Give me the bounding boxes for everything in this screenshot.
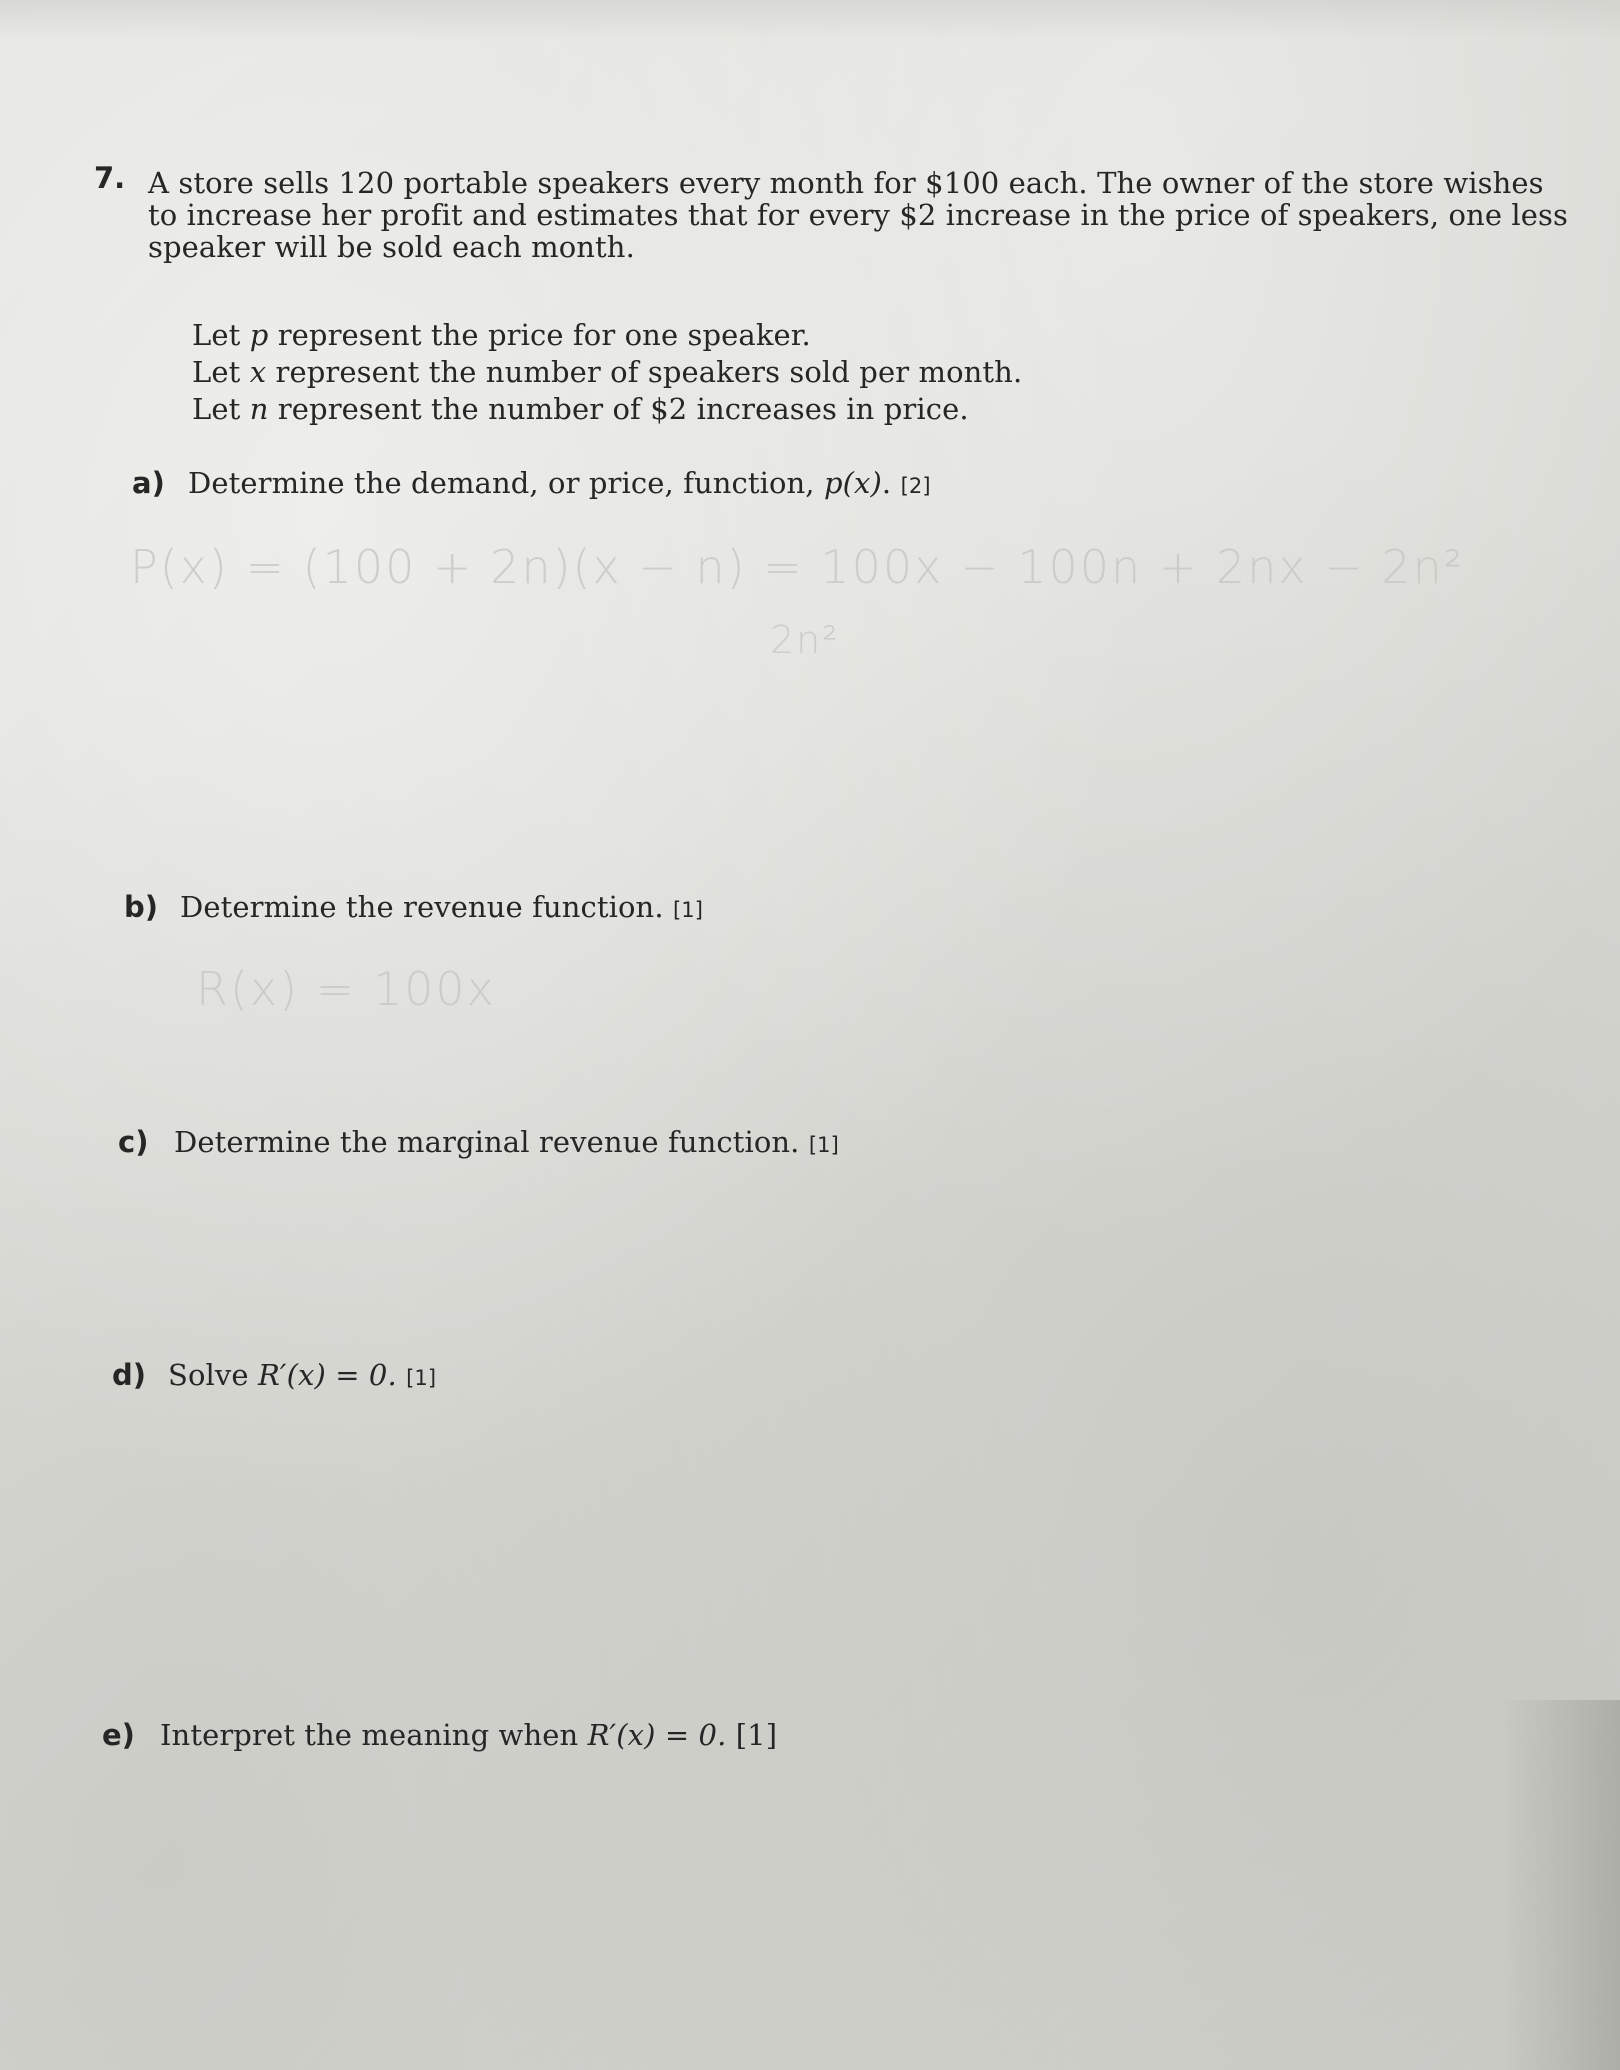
variable-x: x	[249, 355, 267, 389]
part-a-label: a)	[132, 466, 165, 500]
part-d-label: d)	[112, 1358, 147, 1392]
part-a-prompt	[188, 466, 931, 503]
definition-text: represent the number of $2 increases in price.	[268, 392, 969, 426]
definition-text: represent the price for one speaker.	[268, 318, 811, 352]
definition-increases	[192, 392, 969, 426]
part-c-marks: [1]	[808, 1133, 839, 1157]
definition-prefix: Let	[192, 318, 250, 352]
part-a-marks: [2]	[900, 474, 931, 498]
paper-shadow-top	[0, 0, 1620, 40]
part-c-label: c)	[118, 1125, 149, 1159]
part-e-text: Interpret the meaning when	[160, 1718, 588, 1752]
definition-prefix: Let	[192, 355, 250, 389]
erased-handwriting-b-line1: R(x) = 100x	[196, 962, 496, 1016]
intro-line-3: speaker will be sold each month.	[148, 230, 635, 264]
intro-line-1: A store sells 120 portable speakers every month for $100 each. The owner of the store wishes	[148, 166, 1544, 200]
variable-p: p	[249, 318, 269, 352]
intro-line-2: to increase her profit and estimates that for every $2 increase in the price of speakers, one less	[148, 198, 1568, 232]
part-e-prompt	[160, 1718, 777, 1752]
part-b-label: b)	[124, 890, 159, 924]
part-a-math: p(x)	[823, 466, 882, 500]
erased-handwriting-a-line1: P(x) = (100 + 2n)(x − n) = 100x − 100n + 2nx − 2n²	[130, 540, 1465, 594]
part-e-math: R′(x) = 0.	[587, 1718, 727, 1752]
paper-shadow-right	[1500, 1700, 1620, 2070]
question-number: 7.	[94, 161, 126, 195]
part-d-marks: [1]	[406, 1366, 437, 1390]
part-a-text: Determine the demand, or price, function,	[188, 466, 824, 500]
part-d-prompt	[168, 1358, 436, 1395]
part-d-text: Solve	[168, 1358, 258, 1392]
part-c-text: Determine the marginal revenue function.	[174, 1125, 800, 1159]
part-e-label: e)	[102, 1718, 135, 1752]
part-a-period: .	[881, 466, 892, 500]
variable-n: n	[249, 392, 269, 426]
part-e-marks: [1]	[735, 1718, 778, 1752]
part-b-text: Determine the revenue function.	[180, 890, 664, 924]
part-b-marks: [1]	[672, 898, 704, 922]
definition-prefix: Let	[192, 392, 250, 426]
part-d-math: R′(x) = 0.	[257, 1358, 397, 1392]
definition-quantity	[192, 355, 1022, 389]
erased-handwriting-a-line2: 2n²	[770, 618, 840, 662]
definition-price	[192, 318, 811, 352]
part-b-prompt	[180, 890, 703, 927]
part-c-prompt	[174, 1125, 839, 1162]
definition-text: represent the number of speakers sold per month.	[266, 355, 1023, 389]
